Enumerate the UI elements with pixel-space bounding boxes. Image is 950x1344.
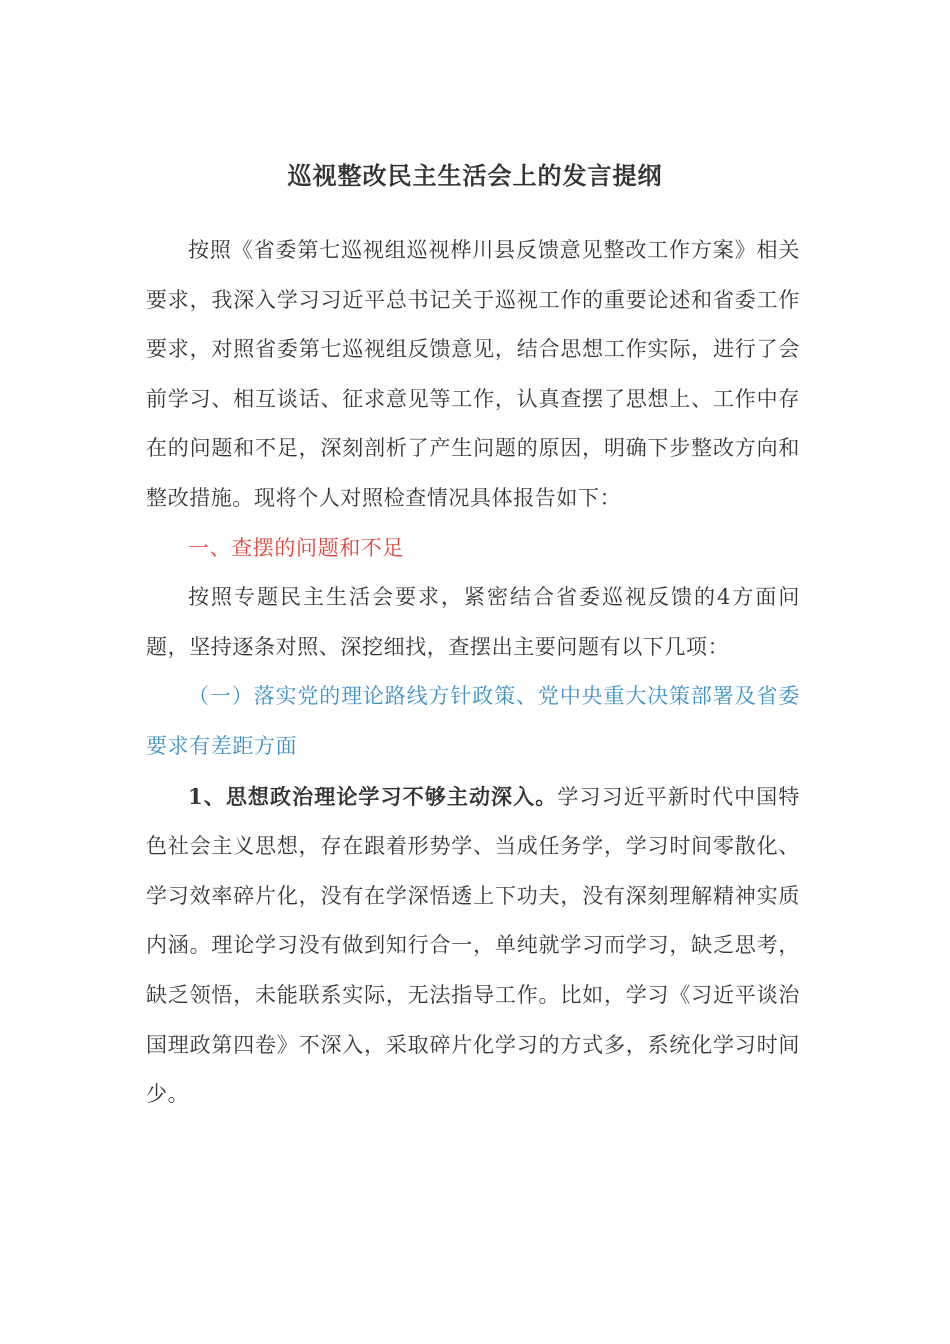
item-text: 学习习近平新时代中国特色社会主义思想，存在跟着形势学、当成任务学，学习时间零散化、学习效率碎片化，没有在学深悟透上下功夫，没有深刻理解精神实质内涵。理论学习没有做到知行合一，单纯就学习而学习，缺乏思考，缺乏领悟，未能联系实际，无法指导工作。比如，学习《习近平谈治国理政第四卷》不深入，采取碎片化学习的方式多，系统化学习时间少。 <box>146 784 800 1107</box>
document-title: 巡视整改民主生活会上的发言提纲 <box>287 161 663 190</box>
item-paragraph <box>146 772 800 1120</box>
intro-paragraph: 按照《省委第七巡视组巡视桦川县反馈意见整改工作方案》相关要求，我深入学习习近平总书记关于巡视工作的重要论述和省委工作要求，对照省委第七巡视组反馈意见，结合思想工作实际，进行了会前学习、相互谈话、征求意见等工作，认真查摆了思想上、工作中存在的问题和不足，深刻剖析了产生问题的原因，明确下步整改方向和整改措施。现将个人对照检查情况具体报告如下： <box>146 238 800 510</box>
section-heading: 一、查摆的问题和不足 <box>188 535 404 560</box>
document-body <box>146 226 800 1120</box>
subsection-heading: （一）落实党的理论路线方针政策、党中央重大决策部署及省委要求有差距方面 <box>146 684 800 758</box>
section-intro-paragraph: 按照专题民主生活会要求，紧密结合省委巡视反馈的4方面问题，坚持逐条对照、深挖细找，查摆出主要问题有以下几项： <box>146 585 800 659</box>
item-lead: 1、思想政治理论学习不够主动深入。 <box>188 783 558 809</box>
